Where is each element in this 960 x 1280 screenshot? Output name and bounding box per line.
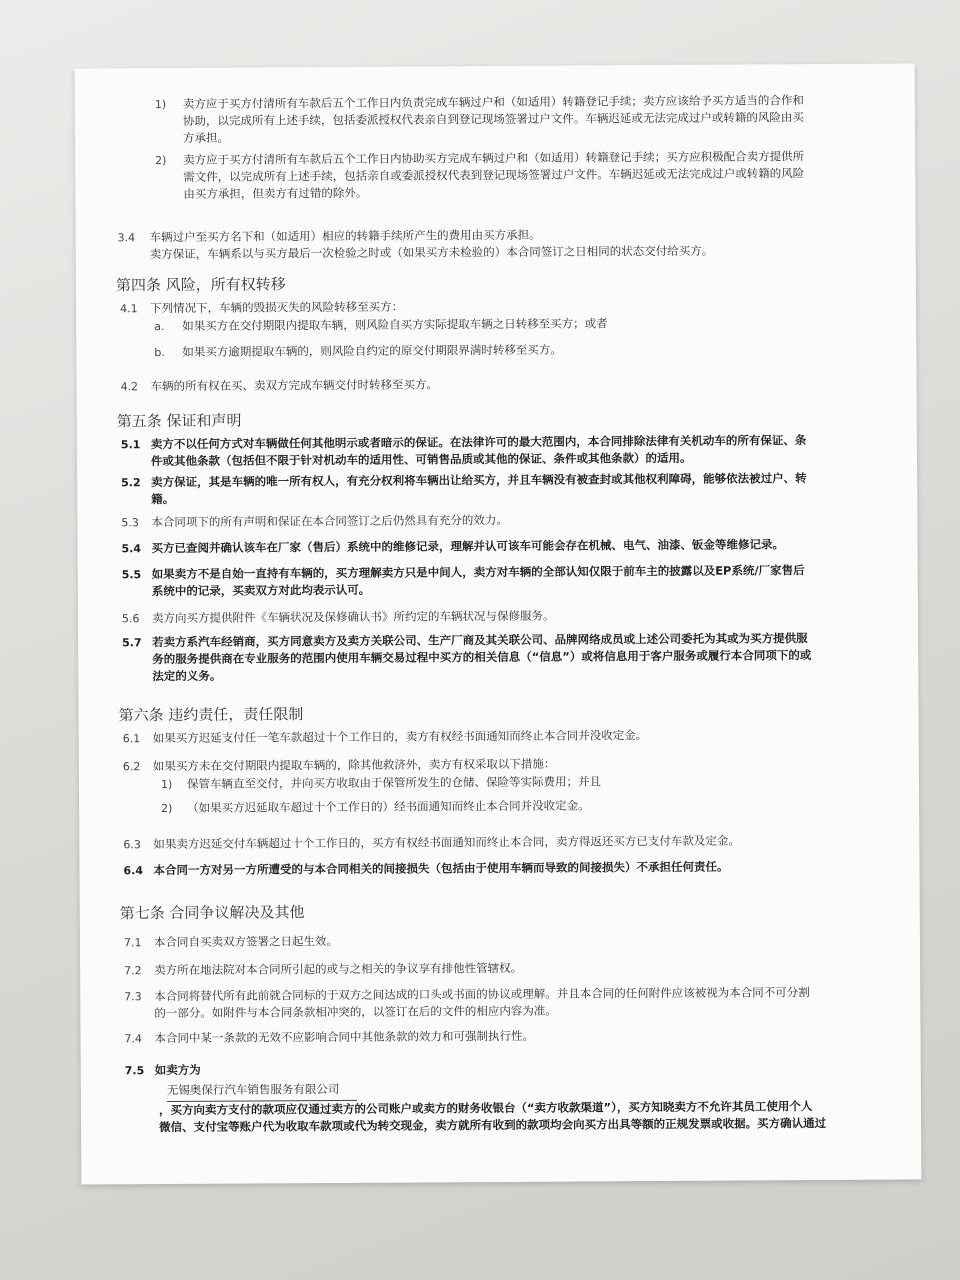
text-line: 卖方应于买方付清所有车款后五个工作日内负责完成车辆过户和（如适用）转籍登记手续；卖方应该给予买方适当的合作和 — [182, 93, 804, 111]
clause-number: 7.4 — [124, 1032, 143, 1046]
text-segment: 的一部分。如附件与本合同条款相冲突的，以签订在后的文件的相应内容为准。 — [154, 1003, 557, 1021]
clause-text — [152, 562, 805, 600]
text-line: 由买方承担，但卖方有过错的除外。 — [183, 185, 368, 201]
clause-number: 6.3 — [123, 838, 141, 852]
item-text — [183, 92, 804, 147]
text-line: 微信、支付宝等账户代为收取车款项或代为转交现金，卖方就所有收到的款项均会向买方出具等额的正规发票或收据。买方确认通过 — [159, 1116, 827, 1135]
text-line: 如果卖方不是自始一直持有车辆的，买方理解卖方只是中间人，卖方对车辆的全部认知仅限于前车主的披露以及EP系统/厂家售后 — [151, 563, 805, 582]
text-line — [154, 1001, 810, 1022]
section-7-title: 第七条 合同争议解决及其他 — [119, 903, 305, 923]
clause-number: b. — [154, 346, 165, 360]
text-line: 卖方保证，车辆系以与买方最后一次检验之时或（如果买方未检验的）本合同签订之日相同的状态交付给买方。 — [149, 243, 714, 262]
item-number: 1) — [154, 98, 167, 112]
text-line: 协助，以完成所有上述手续，包括委派授权代表亲自到登记现场签署过户文件。车辆迟延或无法完成过户或转籍的风险由买 — [182, 110, 804, 128]
section-6-title: 第六条 违约责任，责任限制 — [118, 705, 304, 725]
section-4-title: 第四条 风险，所有权转移 — [115, 275, 286, 295]
clause-text: 如果买方未在交付期限内提取车辆的，除其他救济外，卖方有权采取以下措施： — [152, 756, 556, 774]
clause-number: 5.1 — [120, 438, 141, 452]
text-line: 籍。 — [151, 491, 175, 507]
text-line: 卖方保证，其是车辆的唯一所有权人，有充分权利将车辆出让给买方，并且车辆没有被查封或其他权利障碍，能够依法被过户、转 — [151, 471, 807, 490]
text-line: 本合同将替代所有此前就合同标的于双方之间达成的口头或书面的协议或理解。并且本合同的任何附件应该被视为本合同不可分割 — [154, 985, 810, 1004]
clause-text — [151, 432, 807, 470]
clause-number: 5.4 — [121, 542, 142, 556]
clause-text: 如卖方为 — [154, 1062, 201, 1078]
clause-text — [152, 630, 811, 685]
clause-text: 如果买方迟延支付任一笔车款超过十个工作日的，卖方有权经书面通知而终止本合同并没收定金。 — [152, 728, 648, 746]
clause-number: 3.4 — [117, 231, 136, 245]
text-line: 方承担。 — [182, 130, 230, 145]
section-5-title: 第五条 保证和声明 — [116, 411, 242, 431]
contract-page — [75, 63, 922, 1184]
company-name: 无锡奥保行汽车销售服务有限公司 — [166, 1081, 340, 1098]
clause-number: 6.2 — [122, 760, 141, 774]
clause-text: 本合同项下的所有声明和保证在本合同签订之后仍然具有充分的效力。 — [151, 512, 508, 530]
clause-number: 4.2 — [120, 380, 139, 394]
clause-text: 下列情况下，车辆的毁损灭失的风险转移至买方： — [150, 299, 404, 316]
clause-number: 5.3 — [121, 516, 139, 530]
clause-number: 4.1 — [120, 302, 138, 316]
clause-text: 卖方向买方提供附件《车辆状况及保修确认书》所约定的车辆状况与保修服务。 — [151, 608, 555, 626]
clause-text: （如果买方迟延取车超过十个工作日的）经书面通知而终止本合同并没收定金。 — [187, 798, 590, 815]
text-line: 件或其他条款（包括但不限于针对机动车的适用性、可销售品质或其他的保证、条件或其他条款）的适用。 — [150, 450, 692, 469]
clause-number: 5.2 — [121, 476, 141, 490]
clause-number: a. — [154, 320, 165, 334]
clause-number: 7.5 — [124, 1064, 145, 1078]
clause-text — [154, 984, 810, 1022]
clause-text: 卖方所在地法院对本合同所引起的或与之相关的争议享有排他性管辖权。 — [154, 960, 523, 978]
clause-number: 7.2 — [124, 964, 142, 978]
clause-number: 2) — [161, 801, 173, 816]
clause-text — [151, 470, 807, 508]
clause-text: 车辆的所有权在买、卖双方完成车辆交付时转移至买方。 — [150, 377, 439, 394]
clause-text: 如果卖方迟延交付车辆超过十个工作日的，买方有权经书面通知而终止本合同，卖方得返还买方已支付车款及定金。 — [153, 833, 740, 852]
text-line: 车辆过户至买方名下和（如适用）相应的转籍手续所产生的费用由买方承担。 — [149, 227, 541, 245]
clause-text: 本合同自买卖双方签署之日起生效。 — [153, 933, 338, 950]
clause-number: 7.3 — [124, 990, 142, 1004]
text-line: 务的服务提供商在专业服务的范围内使用车辆交易过程中买方的相关信息（“信息”）或将信息用于客户服务或履行本合同项下的或 — [152, 648, 812, 667]
text-line: 若卖方系汽车经销商，买方同意卖方及卖方关联公司、生产厂商及其关联公司、品牌网络成员或上述公司委托为其或为买方提供服 — [152, 631, 808, 650]
closing-text — [159, 1098, 826, 1136]
clause-number: 5.5 — [121, 568, 142, 582]
text-line: 需文件，以完成所有上述手续，包括亲自或委派授权代表到登记现场签署过户文件。车辆迟延或无法完成过户或转籍的风险 — [183, 166, 805, 184]
item-number: 2) — [155, 154, 167, 168]
item-text — [183, 148, 804, 203]
clause-number: 6.1 — [122, 732, 141, 746]
clause-text — [150, 226, 714, 263]
text-line: 法定的义务。 — [152, 668, 222, 684]
clause-number: 1) — [160, 777, 173, 792]
text-line: 卖方应于买方付清所有车款后五个工作日内协助买方完成车辆过户和（如适用）转籍登记手续；买方应积极配合卖方提供所 — [183, 149, 805, 167]
clause-number: 6.4 — [123, 864, 144, 878]
clause-text: 保管车辆直至交付，并向买方收取由于保管所发生的仓储、保险等实际费用；并且 — [186, 774, 602, 791]
text-line: 卖方不以任何方式对车辆做任何其他明示或者暗示的保证。在法律许可的最大范围内，本合同排除法律有关机动车的所有保证、条 — [150, 433, 807, 452]
clause-text: 本合同一方对另一方所遭受的与本合同相关的间接损失（包括由于使用车辆而导致的间接损失）不承担任何责任。 — [153, 859, 729, 878]
clause-text: 如果买方在交付期限内提取车辆，则风险自买方实际提取车辆之日转移至买方；或者 — [182, 316, 608, 333]
clause-number: 7.1 — [123, 936, 142, 950]
clause-text: 买方已查阅并确认该车在厂家（售后）系统中的维修记录，理解并认可该车可能会存在机械、电气、油漆、钣金等维修记录。 — [151, 537, 785, 556]
clause-text: 本合同中某一条款的无效不应影响合同中其他条款的效力和可强制执行性。 — [154, 1028, 535, 1046]
text-line: ，买方向卖方支付的款项应仅通过卖方的公司账户或卖方的财务收银台（“卖方收款渠道”），买方知晓卖方不允许其员工使用个人 — [158, 1099, 813, 1118]
clause-number: 5.7 — [122, 636, 142, 650]
clause-number: 5.6 — [121, 612, 140, 626]
clause-text: 如果买方逾期提取车辆的，则风险自约定的原交付期限界满时转移至买方。 — [182, 342, 562, 359]
text-line: 系统中的记录，买卖双方对此均表示认可。 — [151, 582, 371, 599]
